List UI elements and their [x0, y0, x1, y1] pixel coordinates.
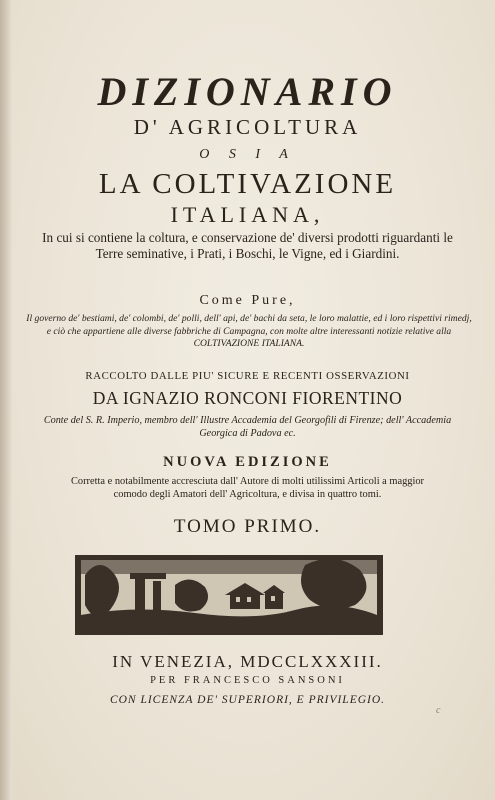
imprint-license: CON LICENZA DE' SUPERIORI, E PRIVILEGIO. — [109, 694, 386, 706]
also-heading: Come Pure, — [199, 293, 296, 308]
imprint-place: IN VENEZIA, MDCCLXXXIII. — [112, 652, 383, 671]
main-subject: LA COLTIVAZIONE — [98, 168, 397, 200]
author-titles: Conte del S. R. Imperio, membro dell' Illustre Accademia del Georgofili di Firenze; dell' Accademia Georgica di Padova ec. — [43, 415, 452, 439]
edition-note: Corretta e notabilmente accresciuta dall' Autore di molti utilissimi Articoli a maggior comodo degli Amatori dell' Agricoltura, e divisa in quattro tomi. — [70, 476, 425, 500]
book-subtitle: D' AGRICOLTURA — [133, 115, 362, 139]
edition-heading: NUOVA EDIZIONE — [163, 454, 332, 470]
also-text: Il governo de' bestiami, de' colombi, de' polli, dell' api, de' bachi da seta, le loro malattie, ed i loro rispettivi rimedj, e ciò che appartiene alle diverse fabbriche di Campagna, con molte altre interessanti notizie relative alla COLTIVAZIONE ITALIANA. — [26, 313, 472, 349]
description: In cui si contiene la coltura, e conservazione de' diversi prodotti riguardanti le Terre seminative, i Prati, i Boschi, le Vigne, ed i Giardini. — [42, 230, 453, 261]
page-gutter — [0, 0, 12, 800]
imprint-printer: PER FRANCESCO SANSONI — [150, 675, 345, 686]
volume-label: TOMO PRIMO. — [173, 516, 322, 537]
woodcut-vignette — [75, 555, 383, 635]
author-name: DA IGNAZIO RONCONI FIORENTINO — [92, 388, 403, 408]
collected-from: RACCOLTO DALLE PIU' SICURE E RECENTI OSSERVAZIONI — [85, 370, 410, 382]
or-connector: O S I A — [199, 147, 296, 162]
pencil-mark: c — [436, 705, 441, 716]
book-title: DIZIONARIO — [97, 69, 398, 114]
main-subject-line2: ITALIANA, — [170, 202, 325, 227]
